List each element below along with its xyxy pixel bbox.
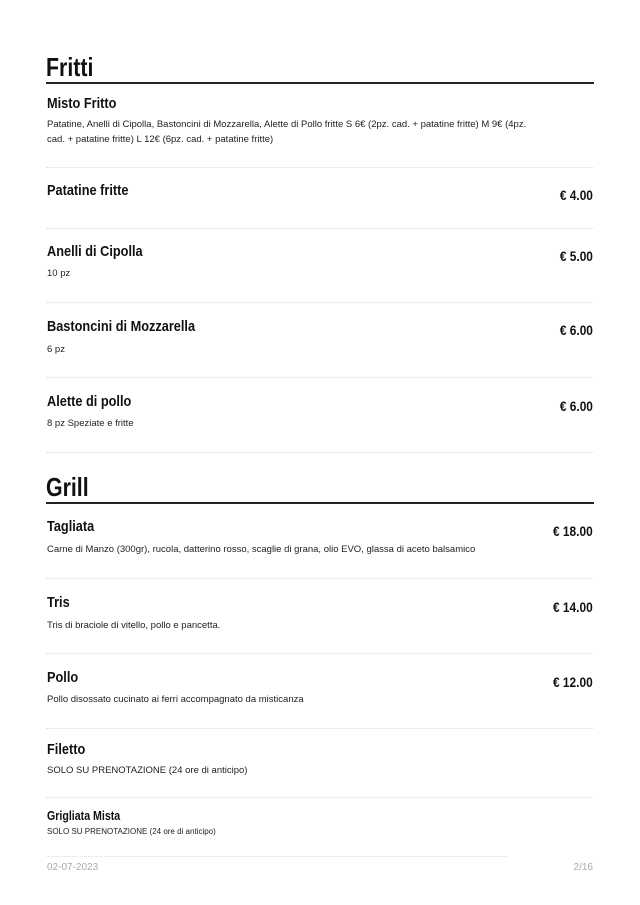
item-separator <box>46 728 594 729</box>
section-title-grill: Grill <box>46 472 89 502</box>
item-price: € 18.00 <box>553 523 593 539</box>
item-desc: Carne di Manzo (300gr), rucola, datterino rosso, scaglie di grana, olio EVO, glassa di aceto balsamico <box>47 544 476 555</box>
item-separator <box>46 653 594 654</box>
item-price: € 6.00 <box>559 398 593 414</box>
item-desc: Tris di braciole di vitello, pollo e pancetta. <box>47 620 221 631</box>
item-separator <box>46 377 594 378</box>
item-separator <box>46 856 507 857</box>
item-separator <box>46 452 594 453</box>
item-name: Tris <box>47 594 70 611</box>
item-separator <box>46 797 594 798</box>
item-desc: 6 pz <box>47 344 65 355</box>
item-price: € 5.00 <box>559 248 593 264</box>
item-name: Tagliata <box>47 518 95 535</box>
item-price: € 4.00 <box>559 187 593 203</box>
item-separator <box>46 578 594 579</box>
item-desc: SOLO SU PRENOTAZIONE (24 ore di anticipo) <box>47 827 216 836</box>
item-name: Filetto <box>47 741 86 758</box>
item-name: Anelli di Cipolla <box>47 243 143 260</box>
item-desc: Patatine, Anelli di Cipolla, Bastoncini di Mozzarella, Alette di Pollo fritte S 6€ (2pz. cad. + patatine fritte) M 9€ (4pz. <box>47 119 527 130</box>
item-separator <box>46 167 594 168</box>
item-name: Patatine fritte <box>47 182 129 199</box>
item-name: Bastoncini di Mozzarella <box>47 318 196 335</box>
section-rule <box>46 82 594 84</box>
footer-page-number: 2/16 <box>573 862 593 873</box>
item-desc: SOLO SU PRENOTAZIONE (24 ore di anticipo) <box>47 765 248 776</box>
item-price: € 12.00 <box>553 674 593 690</box>
item-separator <box>46 228 594 229</box>
item-name: Grigliata Mista <box>47 809 121 823</box>
item-price: € 14.00 <box>553 599 593 615</box>
item-desc: Pollo disossato cucinato ai ferri accompagnato da misticanza <box>47 694 304 705</box>
footer-date: 02-07-2023 <box>47 862 99 873</box>
item-name: Alette di pollo <box>47 393 132 410</box>
item-separator <box>46 302 594 303</box>
item-price: € 6.00 <box>559 322 593 338</box>
item-name: Misto Fritto <box>47 95 117 112</box>
item-name: Pollo <box>47 669 79 686</box>
item-desc: cad. + patatine fritte) L 12€ (6pz. cad. + patatine fritte) <box>47 134 274 145</box>
section-rule <box>46 502 594 504</box>
item-desc: 10 pz <box>47 268 71 279</box>
section-title-fritti: Fritti <box>46 52 94 82</box>
item-desc: 8 pz Speziate e fritte <box>47 418 134 429</box>
